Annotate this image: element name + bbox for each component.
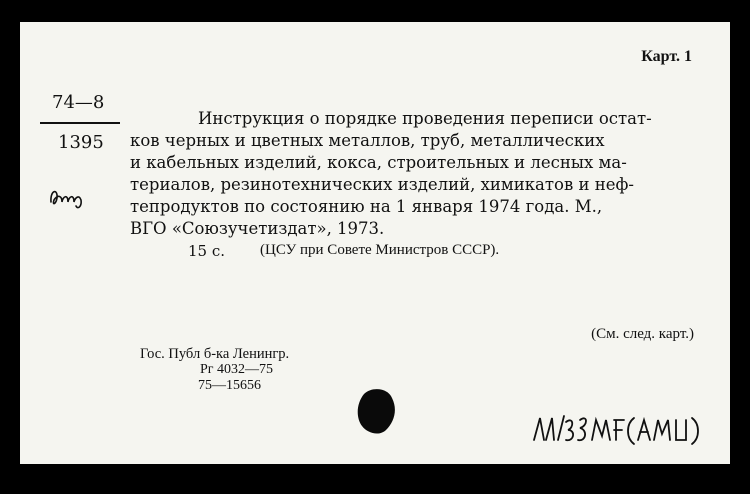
library-code: Рг 4032—75 bbox=[200, 362, 274, 377]
library-name: Гос. Публ б-ка Ленингр. bbox=[140, 346, 290, 362]
bibliographic-description bbox=[130, 108, 696, 240]
catalog-card bbox=[20, 22, 730, 464]
body-line: ков черных и цветных металлов, труб, металлических bbox=[130, 131, 605, 150]
body-line: и кабельных изделий, кокса, строительных и лесных ма- bbox=[130, 153, 627, 172]
call-number-top: 74—8 bbox=[52, 92, 105, 113]
body-line: териалов, резинотехнических изделий, химикатов и неф- bbox=[130, 175, 634, 194]
handwritten-inventory-stamp-icon bbox=[530, 410, 710, 450]
body-line: тепродуктов по состоянию на 1 января 1974 года. М., bbox=[130, 197, 603, 216]
publisher-note: (ЦСУ при Совете Министров СССР). bbox=[260, 242, 500, 258]
body-line: ВГО «Союзучетиздат», 1973. bbox=[130, 219, 385, 238]
card-number-label: Карт. 1 bbox=[641, 48, 692, 65]
call-number-divider bbox=[40, 122, 120, 124]
call-number-bottom: 1395 bbox=[58, 132, 104, 153]
handwritten-mark-icon bbox=[48, 182, 88, 212]
page-count: 15 с. bbox=[188, 242, 226, 260]
body-line: Инструкция о порядке проведения переписи остат- bbox=[198, 109, 652, 128]
see-next-card: (См. след. карт.) bbox=[591, 326, 694, 342]
library-inventory: 75—15656 bbox=[198, 378, 261, 393]
ink-blot-icon bbox=[354, 386, 398, 436]
